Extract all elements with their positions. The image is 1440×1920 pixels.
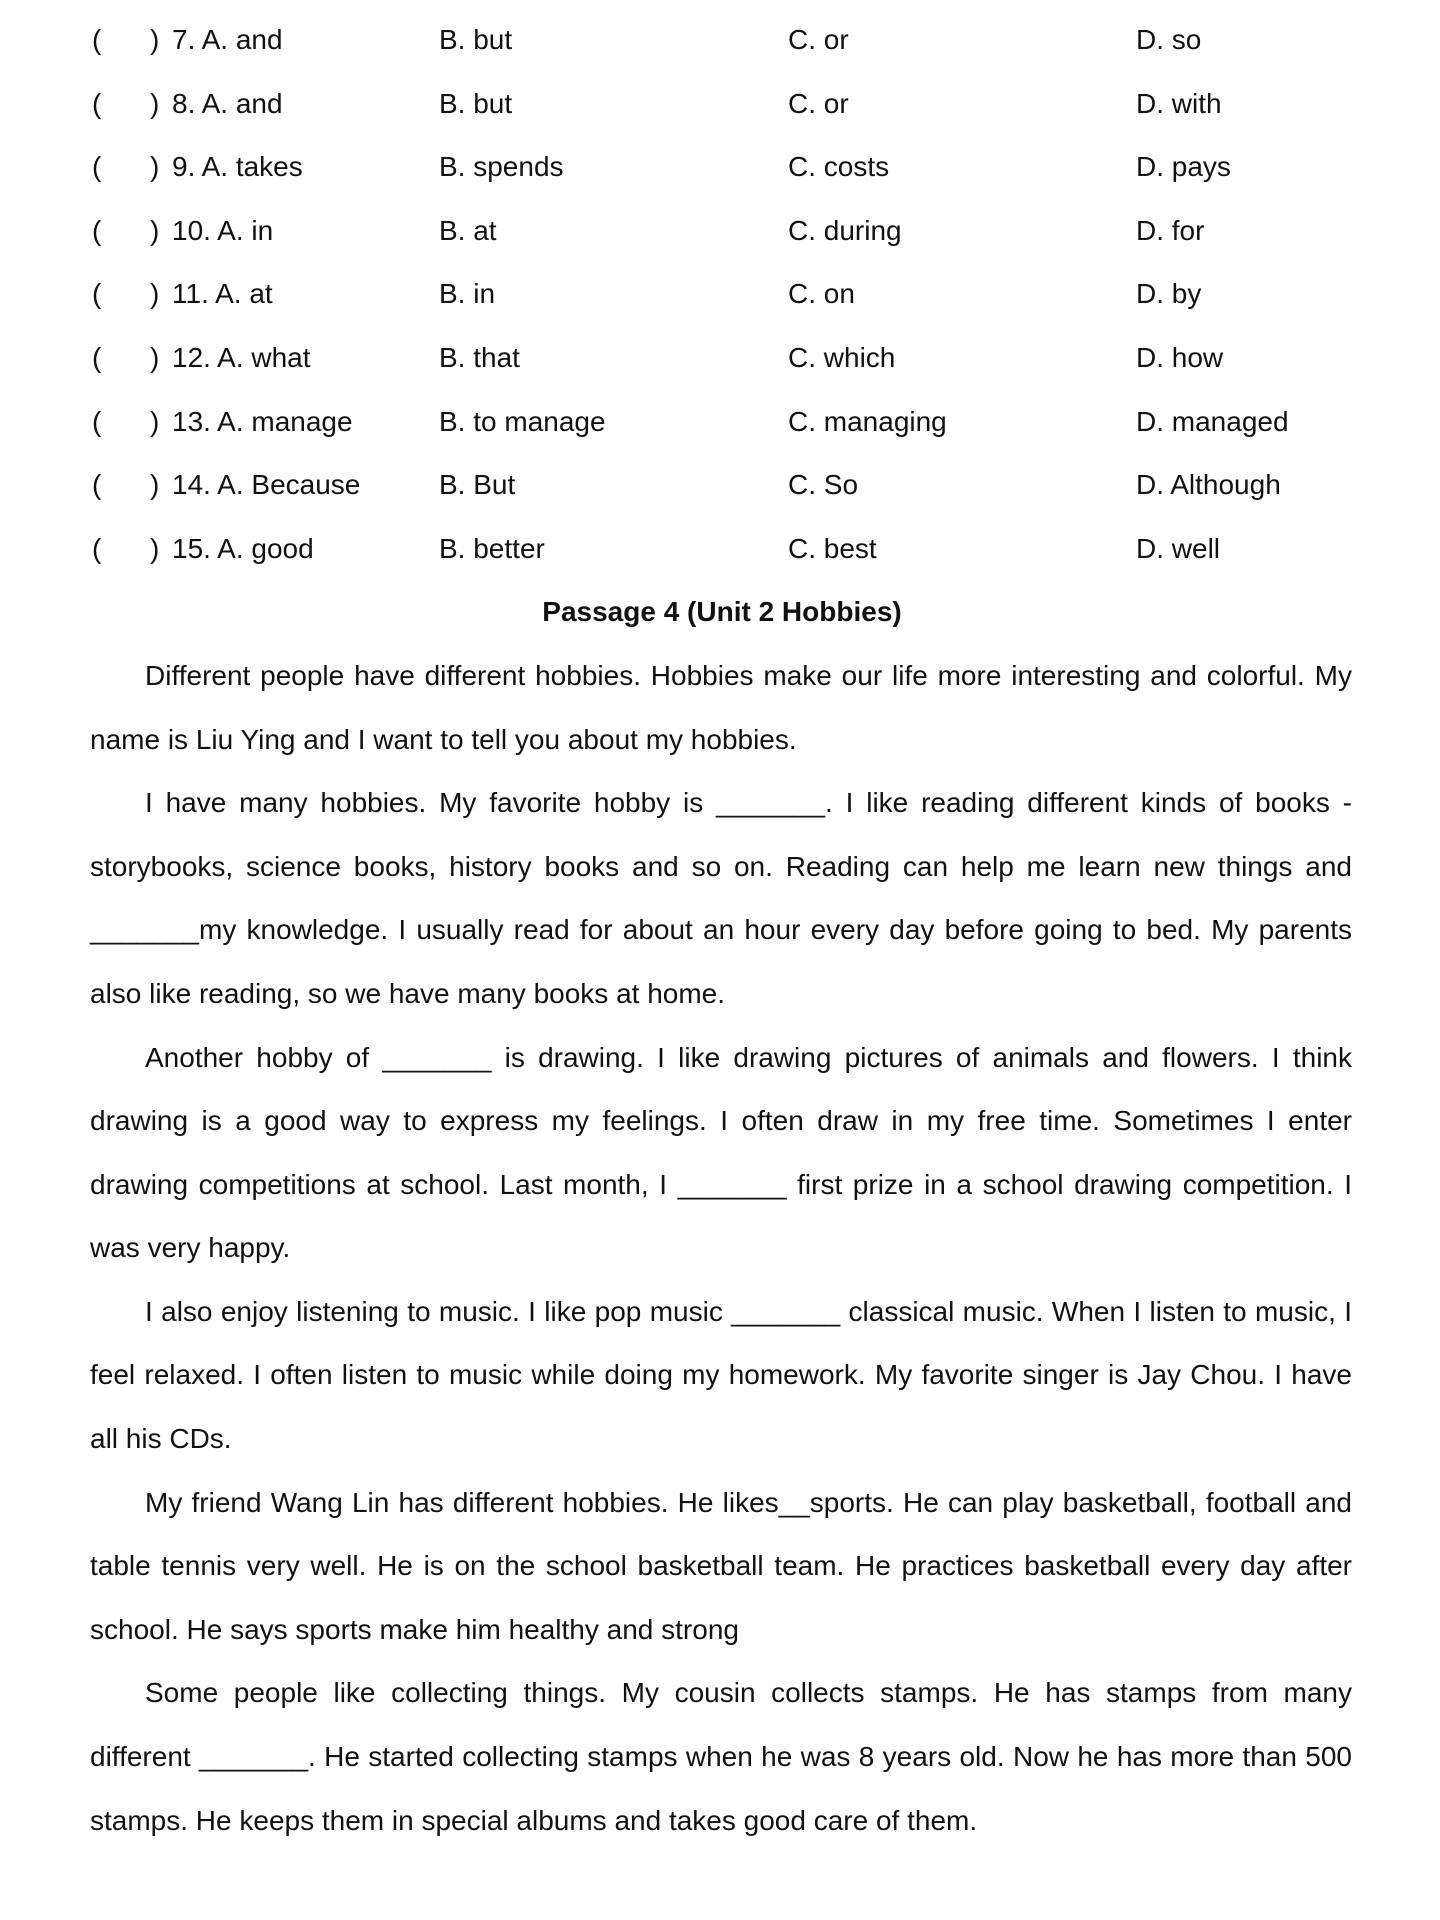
answer-blank-close: ) bbox=[150, 87, 160, 119]
answer-blank-open[interactable]: ( bbox=[92, 87, 102, 119]
answer-blank-close: ) bbox=[150, 24, 160, 55]
question-row bbox=[0, 517, 1440, 581]
option-d: D. by bbox=[1136, 278, 1202, 310]
question-row bbox=[0, 262, 1440, 326]
option-c: C. or bbox=[788, 24, 849, 55]
passage-paragraph: My friend Wang Lin has different hobbies. He likes__sports. He can play basketball, football and table tennis very well. He is on the school basketball team. He practices basketball every day after school. He says sports make him healthy and strong bbox=[90, 1486, 1352, 1645]
question-row bbox=[0, 72, 1440, 136]
answer-blank-open[interactable]: ( bbox=[92, 278, 102, 310]
option-a: 8. A. and bbox=[172, 87, 283, 119]
option-c: C. managing bbox=[788, 405, 947, 437]
option-d: D. pays bbox=[1136, 151, 1231, 183]
option-a: 9. A. takes bbox=[172, 151, 303, 183]
answer-blank-open[interactable]: ( bbox=[92, 214, 102, 246]
answer-blank-close: ) bbox=[150, 214, 160, 246]
option-c: C. So bbox=[788, 469, 859, 501]
option-c: C. best bbox=[788, 532, 877, 564]
passage-title: Passage 4 (Unit 2 Hobbies) bbox=[542, 596, 902, 628]
answer-blank-close: ) bbox=[150, 278, 160, 310]
question-row bbox=[0, 199, 1440, 263]
option-b: B. but bbox=[439, 87, 513, 119]
option-c: C. or bbox=[788, 87, 849, 119]
answer-blank-close: ) bbox=[150, 532, 160, 564]
passage-paragraph: Some people like collecting things. My cousin collects stamps. He has stamps from many different _______. He started collecting stamps when he was 8 years old. Now he has more than 500 stamps. He keeps them in special albums and takes good care of them. bbox=[90, 1677, 1352, 1836]
passage-body bbox=[0, 644, 1440, 1852]
option-a: 13. A. manage bbox=[172, 405, 353, 437]
option-d: D. so bbox=[1136, 24, 1202, 55]
option-d: D. managed bbox=[1136, 405, 1289, 437]
option-b: B. to manage bbox=[439, 405, 606, 437]
option-b: B. at bbox=[439, 214, 497, 246]
question-row bbox=[0, 135, 1440, 199]
answer-blank-open[interactable]: ( bbox=[92, 24, 102, 55]
option-d: D. for bbox=[1136, 214, 1205, 246]
option-b: B. that bbox=[439, 341, 520, 373]
answer-blank-close: ) bbox=[150, 341, 160, 373]
option-a: 15. A. good bbox=[172, 532, 314, 564]
option-a: 11. A. at bbox=[172, 278, 273, 310]
question-row bbox=[0, 390, 1440, 454]
answer-blank-close: ) bbox=[150, 151, 160, 183]
option-b: B. in bbox=[439, 278, 496, 310]
answer-blank-open[interactable]: ( bbox=[92, 532, 102, 564]
option-d: D. how bbox=[1136, 341, 1224, 373]
question-row bbox=[0, 8, 1440, 72]
passage-paragraph: Another hobby of _______ is drawing. I like drawing pictures of animals and flowers. I think drawing is a good way to express my feelings. I often draw in my free time. Sometimes I enter drawing competitions at school. Last month, I _______ first prize in a school drawing competition. I was very happy. bbox=[90, 1041, 1352, 1264]
option-a: 12. A. what bbox=[172, 341, 311, 373]
option-d: D. well bbox=[1136, 532, 1221, 564]
option-c: C. on bbox=[788, 278, 855, 310]
passage-paragraph: I have many hobbies. My favorite hobby is _______. I like reading different kinds of books - storybooks, science books, history books and so on. Reading can help me learn new things and _______my knowledge. I usually read for about an hour every day before going to bed. My parents also like reading, so we have many books at home. bbox=[90, 787, 1352, 1009]
option-d: D. Although bbox=[1136, 469, 1281, 501]
option-c: C. costs bbox=[788, 151, 890, 183]
answer-blank-open[interactable]: ( bbox=[92, 469, 102, 501]
option-a: 10. A. in bbox=[172, 214, 274, 246]
answer-blank-open[interactable]: ( bbox=[92, 405, 102, 437]
answer-blank-close: ) bbox=[150, 469, 160, 501]
option-d: D. with bbox=[1136, 87, 1222, 119]
option-c: C. during bbox=[788, 214, 902, 246]
passage-paragraph: I also enjoy listening to music. I like pop music _______ classical music. When I listen to music, I feel relaxed. I often listen to music while doing my homework. My favorite singer is Jay Chou. I have all his CDs. bbox=[90, 1295, 1352, 1455]
option-a: 14. A. Because bbox=[172, 469, 361, 501]
question-list bbox=[0, 8, 1440, 580]
passage-paragraph: Different people have different hobbies. Hobbies make our life more interesting and colorful. My name is Liu Ying and I want to tell you about my hobbies. bbox=[90, 659, 1352, 755]
answer-blank-open[interactable]: ( bbox=[92, 151, 102, 183]
answer-blank-close: ) bbox=[150, 405, 160, 437]
option-b: B. But bbox=[439, 469, 516, 501]
question-row bbox=[0, 453, 1440, 517]
option-b: B. better bbox=[439, 532, 545, 564]
option-a: 7. A. and bbox=[172, 24, 283, 55]
option-c: C. which bbox=[788, 341, 896, 373]
question-row bbox=[0, 326, 1440, 390]
answer-blank-open[interactable]: ( bbox=[92, 341, 102, 373]
option-b: B. but bbox=[439, 24, 513, 55]
option-b: B. spends bbox=[439, 151, 564, 183]
